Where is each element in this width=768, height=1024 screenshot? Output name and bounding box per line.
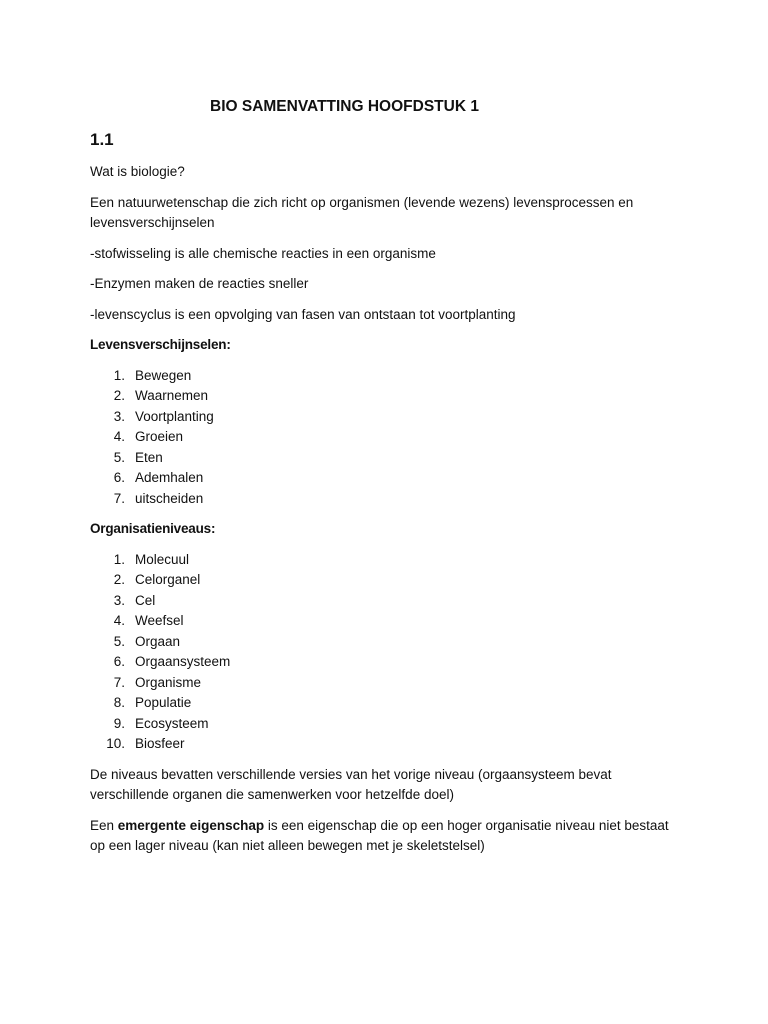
list-item	[90, 652, 680, 673]
list-number: 4.	[113, 613, 125, 628]
list-item	[90, 407, 680, 428]
list-item	[90, 427, 680, 448]
life-phenomena-heading: Levensverschijnselen:	[90, 337, 231, 352]
list-item-label: uitscheiden	[135, 490, 204, 506]
list-number: 7.	[113, 490, 125, 506]
list-number: 1.	[113, 551, 125, 567]
list-number: 1.	[113, 367, 125, 383]
list-number: 7.	[113, 674, 125, 690]
list-item-label: Weefsel	[135, 613, 184, 628]
list-item	[90, 673, 680, 694]
list-item	[90, 386, 680, 407]
list-item	[90, 468, 680, 489]
list-item	[90, 611, 680, 632]
list-item-label: Ademhalen	[135, 470, 204, 485]
list-number: 6.	[113, 654, 125, 669]
list-item-label: Groeien	[135, 429, 184, 444]
document-body	[90, 96, 680, 867]
list-number: 4.	[113, 429, 125, 444]
list-item	[90, 693, 680, 714]
list-item-label: Bewegen	[135, 367, 192, 383]
list-item-label: Ecosysteem	[135, 715, 209, 731]
list-item	[90, 591, 680, 612]
emergent-description: is een eigenschap die op een hoger organisatie niveau niet bestaat op een lager niveau (kan niet alleen bewegen met je skeletstelsel)	[90, 817, 669, 853]
list-item	[90, 714, 680, 735]
section-heading: 1.1	[90, 130, 114, 149]
list-item-label: Cel	[135, 592, 156, 608]
list-number: 3.	[113, 408, 125, 424]
list-number: 6.	[113, 470, 125, 485]
list-item	[90, 489, 680, 510]
list-item-label: Organisme	[135, 674, 202, 690]
list-number: 8.	[113, 695, 125, 710]
list-item-label: Eten	[135, 449, 163, 465]
life-phenomena-list	[90, 366, 680, 510]
fact-paragraph: -stofwisseling is alle chemische reacties in een organisme	[90, 245, 436, 261]
definition-paragraph: Een natuurwetenschap die zich richt op organismen (levende wezens) levensprocessen en levensverschijnselen	[90, 194, 634, 230]
list-item	[90, 570, 680, 591]
document-title: BIO SAMENVATTING HOOFDSTUK 1	[210, 98, 479, 115]
list-number: 5.	[113, 449, 125, 465]
list-number: 9.	[113, 715, 125, 731]
fact-paragraph: -Enzymen maken de reacties sneller	[90, 276, 309, 291]
list-number: 5.	[113, 633, 125, 649]
list-item-label: Voortplanting	[135, 408, 214, 424]
list-item	[90, 550, 680, 571]
list-number: 2.	[113, 572, 125, 587]
list-item-label: Waarnemen	[135, 388, 209, 403]
list-item	[90, 366, 680, 387]
list-number: 10.	[106, 736, 125, 751]
list-item	[90, 632, 680, 653]
emergent-prefix: Een	[90, 817, 118, 833]
list-item-label: Molecuul	[135, 551, 190, 567]
list-item	[90, 448, 680, 469]
list-item-label: Orgaan	[135, 633, 181, 649]
fact-paragraph: -levenscyclus is een opvolging van fasen van ontstaan tot voortplanting	[90, 306, 516, 322]
list-item-label: Celorganel	[135, 572, 201, 587]
list-item-label: Orgaansysteem	[135, 654, 231, 669]
emergent-term: emergente eigenschap	[117, 817, 265, 833]
organisation-levels-heading: Organisatieniveaus:	[90, 521, 216, 536]
list-number: 2.	[113, 388, 125, 403]
emergent-property-paragraph	[90, 816, 680, 857]
list-item-label: Populatie	[135, 695, 192, 710]
list-number: 3.	[113, 592, 125, 608]
levels-note-paragraph: De niveaus bevatten verschillende versies van het vorige niveau (orgaansysteem bevat verschillende organen die samenwerken voor hetzelfde doel)	[90, 766, 612, 802]
list-item-label: Biosfeer	[135, 736, 185, 751]
question-paragraph: Wat is biologie?	[90, 164, 185, 179]
organisation-levels-list	[90, 550, 680, 755]
list-item	[90, 734, 680, 755]
